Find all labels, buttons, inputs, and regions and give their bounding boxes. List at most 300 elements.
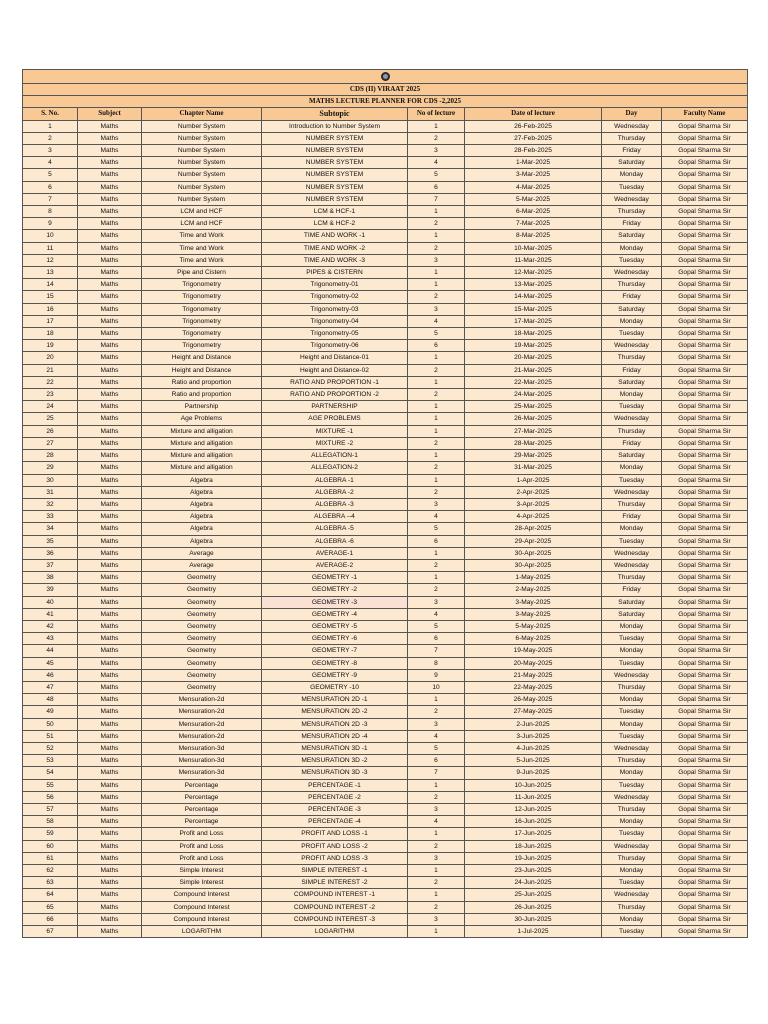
cell-day: Saturday [602, 376, 662, 388]
cell-lecture-no: 1 [408, 206, 465, 218]
cell-day: Tuesday [602, 254, 662, 266]
table-row [23, 718, 748, 730]
cell-day: Tuesday [602, 633, 662, 645]
cell-day: Thursday [602, 572, 662, 584]
cell-date: 21-May-2025 [465, 669, 602, 681]
cell-chapter: Geometry [142, 657, 262, 669]
table-row [23, 791, 748, 803]
cell-date: 11-Mar-2025 [465, 254, 602, 266]
cell-subject: Maths [78, 816, 142, 828]
cell-subject: Maths [78, 913, 142, 925]
cell-chapter: Number System [142, 132, 262, 144]
cell-subject: Maths [78, 694, 142, 706]
cell-chapter: Height and Distance [142, 364, 262, 376]
cell-date: 22-Mar-2025 [465, 376, 602, 388]
cell-day: Tuesday [602, 877, 662, 889]
cell-date: 1-Mar-2025 [465, 157, 602, 169]
cell-subtopic: PERCENTAGE -4 [262, 816, 408, 828]
cell-subtopic: MENSURATION 2D -4 [262, 730, 408, 742]
cell-faculty: Gopal Sharma Sir [662, 742, 748, 754]
emblem-icon [381, 72, 390, 81]
cell-date: 6-May-2025 [465, 633, 602, 645]
cell-subtopic: MENSURATION 2D -3 [262, 718, 408, 730]
cell-faculty: Gopal Sharma Sir [662, 779, 748, 791]
cell-day: Friday [602, 218, 662, 230]
cell-subtopic: ALGEBRA -1 [262, 474, 408, 486]
cell-lecture-no: 2 [408, 389, 465, 401]
cell-chapter: Algebra [142, 486, 262, 498]
cell-chapter: Mensuration-2d [142, 694, 262, 706]
cell-day: Friday [602, 437, 662, 449]
cell-subject: Maths [78, 413, 142, 425]
cell-lecture-no: 1 [408, 450, 465, 462]
cell-faculty: Gopal Sharma Sir [662, 559, 748, 571]
cell-date: 26-Jun-2025 [465, 901, 602, 913]
cell-chapter: Mixture and alligation [142, 462, 262, 474]
cell-lecture-no: 1 [408, 267, 465, 279]
cell-faculty: Gopal Sharma Sir [662, 486, 748, 498]
cell-sno: 3 [23, 145, 78, 157]
cell-lecture-no: 1 [408, 352, 465, 364]
cell-subject: Maths [78, 547, 142, 559]
cell-date: 16-Jun-2025 [465, 816, 602, 828]
cell-day: Saturday [602, 157, 662, 169]
cell-date: 6-Mar-2025 [465, 206, 602, 218]
cell-subtopic: Trigonometry-01 [262, 279, 408, 291]
cell-lecture-no: 2 [408, 437, 465, 449]
cell-sno: 36 [23, 547, 78, 559]
cell-subtopic: ALLEGATION-1 [262, 450, 408, 462]
cell-subject: Maths [78, 877, 142, 889]
cell-lecture-no: 1 [408, 572, 465, 584]
cell-subtopic: PERCENTAGE -2 [262, 791, 408, 803]
cell-chapter: Time and Work [142, 242, 262, 254]
cell-day: Saturday [602, 450, 662, 462]
cell-date: 26-May-2025 [465, 694, 602, 706]
table-row [23, 145, 748, 157]
cell-faculty: Gopal Sharma Sir [662, 694, 748, 706]
cell-sno: 8 [23, 206, 78, 218]
cell-subject: Maths [78, 791, 142, 803]
cell-sno: 6 [23, 181, 78, 193]
cell-faculty: Gopal Sharma Sir [662, 511, 748, 523]
cell-lecture-no: 3 [408, 852, 465, 864]
table-row [23, 437, 748, 449]
cell-sno: 12 [23, 254, 78, 266]
cell-faculty: Gopal Sharma Sir [662, 791, 748, 803]
cell-subject: Maths [78, 840, 142, 852]
cell-chapter: Algebra [142, 535, 262, 547]
cell-chapter: LCM and HCF [142, 206, 262, 218]
cell-lecture-no: 2 [408, 840, 465, 852]
table-row [23, 486, 748, 498]
cell-subject: Maths [78, 486, 142, 498]
cell-subtopic: PROFIT AND LOSS -1 [262, 828, 408, 840]
cell-subtopic: ALGEBRA --4 [262, 511, 408, 523]
cell-subject: Maths [78, 865, 142, 877]
cell-day: Wednesday [602, 547, 662, 559]
cell-day: Tuesday [602, 401, 662, 413]
cell-date: 26-Feb-2025 [465, 120, 602, 132]
cell-subject: Maths [78, 193, 142, 205]
cell-faculty: Gopal Sharma Sir [662, 389, 748, 401]
cell-date: 30-Apr-2025 [465, 559, 602, 571]
cell-date: 29-Apr-2025 [465, 535, 602, 547]
table-row [23, 498, 748, 510]
cell-subtopic: Trigonometry-06 [262, 340, 408, 352]
cell-faculty: Gopal Sharma Sir [662, 413, 748, 425]
cell-faculty: Gopal Sharma Sir [662, 547, 748, 559]
cell-subtopic: Height and Distance-01 [262, 352, 408, 364]
cell-subject: Maths [78, 779, 142, 791]
cell-subject: Maths [78, 315, 142, 327]
cell-subject: Maths [78, 926, 142, 938]
cell-date: 10-Jun-2025 [465, 779, 602, 791]
table-row [23, 157, 748, 169]
cell-subtopic: ALGEBRA -5 [262, 523, 408, 535]
cell-lecture-no: 9 [408, 669, 465, 681]
table-row [23, 206, 748, 218]
cell-date: 5-Mar-2025 [465, 193, 602, 205]
table-row [23, 669, 748, 681]
cell-subject: Maths [78, 218, 142, 230]
cell-sno: 52 [23, 742, 78, 754]
cell-date: 31-Mar-2025 [465, 462, 602, 474]
cell-subject: Maths [78, 572, 142, 584]
cell-lecture-no: 6 [408, 755, 465, 767]
cell-lecture-no: 2 [408, 791, 465, 803]
cell-day: Thursday [602, 901, 662, 913]
cell-chapter: Percentage [142, 791, 262, 803]
table-row [23, 547, 748, 559]
cell-chapter: Mensuration-3d [142, 742, 262, 754]
cell-subtopic: AVERAGE-1 [262, 547, 408, 559]
cell-subtopic: Height and Distance-02 [262, 364, 408, 376]
cell-subtopic: Trigonometry-03 [262, 303, 408, 315]
cell-date: 3-Jun-2025 [465, 730, 602, 742]
table-row [23, 584, 748, 596]
cell-subtopic: TIME AND WORK -1 [262, 230, 408, 242]
cell-faculty: Gopal Sharma Sir [662, 193, 748, 205]
cell-date: 21-Mar-2025 [465, 364, 602, 376]
cell-day: Saturday [602, 230, 662, 242]
cell-date: 1-Apr-2025 [465, 474, 602, 486]
cell-sno: 21 [23, 364, 78, 376]
cell-subtopic: LCM & HCF-1 [262, 206, 408, 218]
cell-chapter: LOGARITHM [142, 926, 262, 938]
cell-sno: 61 [23, 852, 78, 864]
cell-sno: 24 [23, 401, 78, 413]
cell-lecture-no: 1 [408, 926, 465, 938]
cell-subtopic: SIMPLE INTEREST -1 [262, 865, 408, 877]
cell-day: Tuesday [602, 730, 662, 742]
cell-chapter: Number System [142, 145, 262, 157]
cell-sno: 37 [23, 559, 78, 571]
cell-lecture-no: 6 [408, 181, 465, 193]
cell-sno: 42 [23, 620, 78, 632]
table-row [23, 828, 748, 840]
cell-sno: 31 [23, 486, 78, 498]
cell-subject: Maths [78, 669, 142, 681]
cell-subject: Maths [78, 169, 142, 181]
cell-subtopic: COMPOUND INTEREST -3 [262, 913, 408, 925]
cell-subtopic: GEOMETRY -10 [262, 681, 408, 693]
cell-sno: 55 [23, 779, 78, 791]
cell-day: Monday [602, 645, 662, 657]
cell-faculty: Gopal Sharma Sir [662, 230, 748, 242]
cell-chapter: Number System [142, 169, 262, 181]
table-row [23, 681, 748, 693]
cell-subject: Maths [78, 254, 142, 266]
cell-chapter: Geometry [142, 572, 262, 584]
cell-date: 20-Mar-2025 [465, 352, 602, 364]
cell-date: 2-Apr-2025 [465, 486, 602, 498]
cell-chapter: Algebra [142, 511, 262, 523]
cell-subtopic: LCM & HCF-2 [262, 218, 408, 230]
cell-subtopic: AVERAGE-2 [262, 559, 408, 571]
table-row [23, 657, 748, 669]
table-row [23, 645, 748, 657]
table-row [23, 767, 748, 779]
cell-date: 24-Mar-2025 [465, 389, 602, 401]
cell-subtopic: ALGEBRA -6 [262, 535, 408, 547]
cell-faculty: Gopal Sharma Sir [662, 608, 748, 620]
table-row [23, 401, 748, 413]
table-row [23, 364, 748, 376]
cell-faculty: Gopal Sharma Sir [662, 852, 748, 864]
table-row [23, 328, 748, 340]
cell-day: Friday [602, 291, 662, 303]
cell-lecture-no: 1 [408, 779, 465, 791]
cell-sno: 64 [23, 889, 78, 901]
table-row [23, 730, 748, 742]
cell-sno: 67 [23, 926, 78, 938]
cell-day: Tuesday [602, 706, 662, 718]
cell-lecture-no: 4 [408, 816, 465, 828]
cell-sno: 2 [23, 132, 78, 144]
cell-subtopic: ALLEGATION-2 [262, 462, 408, 474]
cell-subtopic: GEOMETRY -6 [262, 633, 408, 645]
cell-chapter: Geometry [142, 645, 262, 657]
table-row [23, 291, 748, 303]
cell-subject: Maths [78, 267, 142, 279]
cell-chapter: Number System [142, 157, 262, 169]
cell-faculty: Gopal Sharma Sir [662, 145, 748, 157]
cell-chapter: Time and Work [142, 254, 262, 266]
cell-faculty: Gopal Sharma Sir [662, 645, 748, 657]
cell-lecture-no: 5 [408, 523, 465, 535]
cell-subtopic: MENSURATION 2D -1 [262, 694, 408, 706]
cell-sno: 32 [23, 498, 78, 510]
cell-date: 3-Apr-2025 [465, 498, 602, 510]
cell-subtopic: NUMBER SYSTEM [262, 132, 408, 144]
cell-subtopic: GEOMETRY -2 [262, 584, 408, 596]
cell-sno: 65 [23, 901, 78, 913]
cell-chapter: Trigonometry [142, 328, 262, 340]
cell-faculty: Gopal Sharma Sir [662, 157, 748, 169]
cell-chapter: Trigonometry [142, 291, 262, 303]
cell-subtopic: MIXTURE -1 [262, 425, 408, 437]
cell-date: 12-Mar-2025 [465, 267, 602, 279]
cell-subtopic: SIMPLE INTEREST -2 [262, 877, 408, 889]
cell-sno: 20 [23, 352, 78, 364]
cell-subject: Maths [78, 462, 142, 474]
cell-lecture-no: 6 [408, 340, 465, 352]
cell-faculty: Gopal Sharma Sir [662, 206, 748, 218]
cell-subject: Maths [78, 706, 142, 718]
table-row [23, 218, 748, 230]
cell-chapter: Algebra [142, 523, 262, 535]
cell-day: Thursday [602, 425, 662, 437]
table-row [23, 254, 748, 266]
cell-day: Thursday [602, 852, 662, 864]
cell-subject: Maths [78, 730, 142, 742]
cell-day: Monday [602, 620, 662, 632]
cell-subtopic: TIME AND WORK -3 [262, 254, 408, 266]
table-row [23, 596, 748, 608]
cell-chapter: Age Problems [142, 413, 262, 425]
table-row [23, 242, 748, 254]
cell-subtopic: NUMBER SYSTEM [262, 145, 408, 157]
cell-faculty: Gopal Sharma Sir [662, 706, 748, 718]
table-row [23, 352, 748, 364]
cell-sno: 19 [23, 340, 78, 352]
cell-subtopic: COMPOUND INTEREST -2 [262, 901, 408, 913]
cell-sno: 33 [23, 511, 78, 523]
cell-date: 7-Mar-2025 [465, 218, 602, 230]
cell-subtopic: RATIO AND PROPORTION -2 [262, 389, 408, 401]
cell-subject: Maths [78, 328, 142, 340]
table-row [23, 376, 748, 388]
cell-date: 18-Mar-2025 [465, 328, 602, 340]
cell-date: 20-May-2025 [465, 657, 602, 669]
cell-day: Thursday [602, 755, 662, 767]
cell-subject: Maths [78, 608, 142, 620]
cell-subtopic: GEOMETRY -8 [262, 657, 408, 669]
table-row [23, 742, 748, 754]
cell-subtopic: NUMBER SYSTEM [262, 169, 408, 181]
cell-sno: 27 [23, 437, 78, 449]
cell-faculty: Gopal Sharma Sir [662, 267, 748, 279]
table-row [23, 572, 748, 584]
table-row [23, 389, 748, 401]
cell-subtopic: GEOMETRY -5 [262, 620, 408, 632]
cell-sno: 11 [23, 242, 78, 254]
cell-faculty: Gopal Sharma Sir [662, 425, 748, 437]
cell-lecture-no: 1 [408, 120, 465, 132]
cell-subject: Maths [78, 559, 142, 571]
cell-lecture-no: 8 [408, 657, 465, 669]
cell-day: Friday [602, 145, 662, 157]
table-row [23, 840, 748, 852]
cell-subtopic: NUMBER SYSTEM [262, 157, 408, 169]
cell-faculty: Gopal Sharma Sir [662, 254, 748, 266]
cell-date: 22-May-2025 [465, 681, 602, 693]
cell-sno: 63 [23, 877, 78, 889]
cell-sno: 39 [23, 584, 78, 596]
cell-faculty: Gopal Sharma Sir [662, 340, 748, 352]
cell-sno: 15 [23, 291, 78, 303]
table-row [23, 169, 748, 181]
cell-chapter: Ratio and proportion [142, 389, 262, 401]
cell-day: Tuesday [602, 474, 662, 486]
cell-sno: 35 [23, 535, 78, 547]
cell-subject: Maths [78, 889, 142, 901]
cell-faculty: Gopal Sharma Sir [662, 681, 748, 693]
cell-date: 18-Jun-2025 [465, 840, 602, 852]
cell-faculty: Gopal Sharma Sir [662, 596, 748, 608]
cell-date: 15-Mar-2025 [465, 303, 602, 315]
cell-subject: Maths [78, 242, 142, 254]
cell-lecture-no: 2 [408, 291, 465, 303]
cell-date: 10-Mar-2025 [465, 242, 602, 254]
cell-faculty: Gopal Sharma Sir [662, 767, 748, 779]
cell-chapter: Trigonometry [142, 279, 262, 291]
cell-faculty: Gopal Sharma Sir [662, 169, 748, 181]
cell-subtopic: GEOMETRY -3 [262, 596, 408, 608]
cell-day: Thursday [602, 803, 662, 815]
cell-sno: 16 [23, 303, 78, 315]
cell-chapter: Number System [142, 181, 262, 193]
cell-day: Wednesday [602, 840, 662, 852]
cell-chapter: Mensuration-2d [142, 718, 262, 730]
cell-faculty: Gopal Sharma Sir [662, 840, 748, 852]
col-header-subject: Subject [78, 108, 142, 120]
cell-date: 29-Mar-2025 [465, 450, 602, 462]
cell-subtopic: AGE PROBLEMS [262, 413, 408, 425]
cell-lecture-no: 2 [408, 364, 465, 376]
cell-subject: Maths [78, 584, 142, 596]
table-row [23, 230, 748, 242]
table-row [23, 865, 748, 877]
cell-chapter: Profit and Loss [142, 840, 262, 852]
col-header-faculty: Faculty Name [662, 108, 748, 120]
cell-date: 3-May-2025 [465, 596, 602, 608]
cell-subject: Maths [78, 633, 142, 645]
cell-date: 9-Jun-2025 [465, 767, 602, 779]
cell-sno: 54 [23, 767, 78, 779]
planner-table [22, 69, 748, 938]
cell-sno: 49 [23, 706, 78, 718]
cell-chapter: Compound Interest [142, 889, 262, 901]
cell-subject: Maths [78, 291, 142, 303]
table-row [23, 193, 748, 205]
cell-date: 5-May-2025 [465, 620, 602, 632]
table-row [23, 779, 748, 791]
cell-lecture-no: 4 [408, 511, 465, 523]
sheet-subtitle: MATHS LECTURE PLANNER FOR CDS -2,2025 [23, 96, 748, 108]
cell-lecture-no: 5 [408, 169, 465, 181]
cell-sno: 22 [23, 376, 78, 388]
cell-chapter: Geometry [142, 669, 262, 681]
table-row [23, 816, 748, 828]
table-row [23, 608, 748, 620]
cell-subtopic: PARTNERSHIP [262, 401, 408, 413]
table-row [23, 535, 748, 547]
cell-faculty: Gopal Sharma Sir [662, 120, 748, 132]
cell-faculty: Gopal Sharma Sir [662, 913, 748, 925]
cell-lecture-no: 2 [408, 901, 465, 913]
table-row [23, 132, 748, 144]
cell-day: Wednesday [602, 413, 662, 425]
cell-chapter: Average [142, 559, 262, 571]
cell-sno: 51 [23, 730, 78, 742]
cell-lecture-no: 7 [408, 645, 465, 657]
cell-chapter: Geometry [142, 633, 262, 645]
cell-lecture-no: 4 [408, 157, 465, 169]
cell-lecture-no: 6 [408, 535, 465, 547]
cell-chapter: Geometry [142, 681, 262, 693]
